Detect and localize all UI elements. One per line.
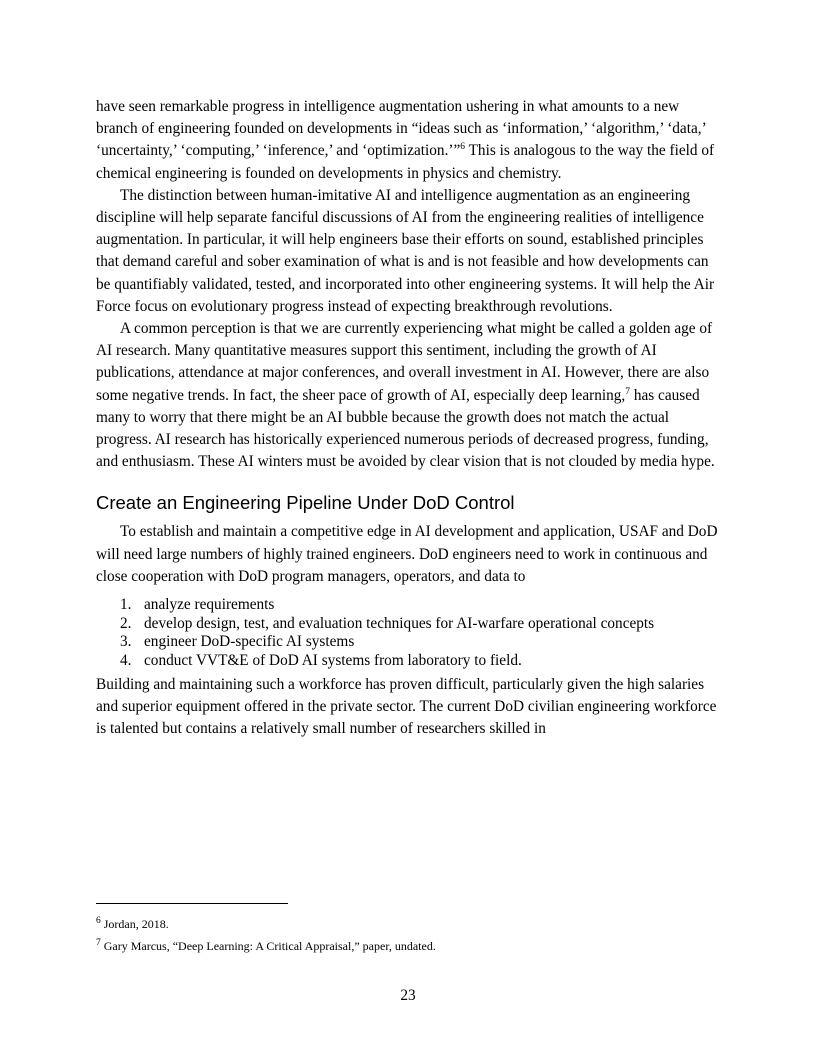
footnote-text: Gary Marcus, “Deep Learning: A Critical Appraisal,” paper, undated. <box>103 939 436 953</box>
page-number: 23 <box>400 987 416 1004</box>
paragraph-1 <box>96 96 720 185</box>
paragraph-1-text-continued: This is analogous to the way the field of chemical engineering is founded on developments in physics and chemistry. <box>96 142 715 182</box>
footnote-7 <box>96 938 720 954</box>
footnote-text: Jordan, 2018. <box>103 917 169 931</box>
footnote-6 <box>96 916 720 932</box>
paragraph-1-text: have seen remarkable progress in intelligence augmentation ushering in what amounts to a new branch of engineering founded on developments in “ideas such as ‘information,’ ‘algorithm,’ ‘data,’ ‘uncertainty,’ ‘computing,’ ‘inference,’ and ‘optimization.’” <box>96 98 706 160</box>
section-heading: Create an Engineering Pipeline Under DoD Control <box>96 492 515 514</box>
list-item-text: analyze requirements <box>144 596 275 614</box>
footnote-ref-6[interactable]: 6 <box>460 142 466 153</box>
paragraph-2: The distinction between human-imitative AI and intelligence augmentation as an engineering discipline will help separate fanciful discussions of AI from the engineering realities of intelligence augmentation. In particular, it will help engineers base their efforts on sound, established principles that demand careful and sober examination of what is and is not feasible and how developments can be quantifiably validated, tested, and incorporated into other engineering systems. It will help the Air Force focus on evolutionary progress instead of expecting breakthrough revolutions. <box>96 186 715 315</box>
paragraph-3-text: A common perception is that we are currently experiencing what might be called a golden age of AI research. Many quantitative measures support this sentiment, including the growth of AI publications, attendance at major conferences, and overall investment in AI. However, there are also some negative trends. In fact, the sheer pace of growth of AI, especially deep learning, <box>96 320 713 404</box>
list-item-text: conduct VVT&E of DoD AI systems from laboratory to field. <box>144 651 522 669</box>
list-item <box>96 652 720 671</box>
footnotes <box>96 916 720 960</box>
list-item <box>96 615 720 634</box>
list-item-number: 4. <box>120 651 132 669</box>
footnote-number: 6 <box>96 916 101 926</box>
paragraph-3-text-continued: has caused many to worry that there might be an AI bubble because the growth does not match the actual progress. AI research has historically experienced numerous periods of decreased progress, funding, and enthusiasm. These AI winters must be avoided by clear vision that is not clouded by media hype. <box>96 386 715 471</box>
list-item <box>96 596 720 615</box>
list-item-text: develop design, test, and evaluation techniques for AI-warfare operational concepts <box>144 614 655 632</box>
numbered-list <box>96 596 720 670</box>
list-item-number: 2. <box>120 614 132 632</box>
footnote-divider <box>96 903 288 904</box>
paragraph-4: To establish and maintain a competitive edge in AI development and application, USAF and DoD will need large numbers of highly trained engineers. DoD engineers need to work in continuous and close cooperation with DoD program managers, operators, and data to <box>96 523 718 585</box>
list-item-number: 1. <box>120 596 132 614</box>
paragraph-5: Building and maintaining such a workforce has proven difficult, particularly given the high salaries and superior equipment offered in the private sector. The current DoD civilian engineering workforce is talented but contains a relatively small number of researchers skilled in <box>96 676 717 738</box>
list-item-text: engineer DoD-specific AI systems <box>144 633 355 651</box>
footnote-number: 7 <box>96 938 101 948</box>
footnote-ref-7[interactable]: 7 <box>625 386 630 397</box>
list-item <box>96 633 720 652</box>
paragraph-3 <box>96 318 720 473</box>
page-body <box>96 96 720 741</box>
list-item-number: 3. <box>120 633 132 651</box>
